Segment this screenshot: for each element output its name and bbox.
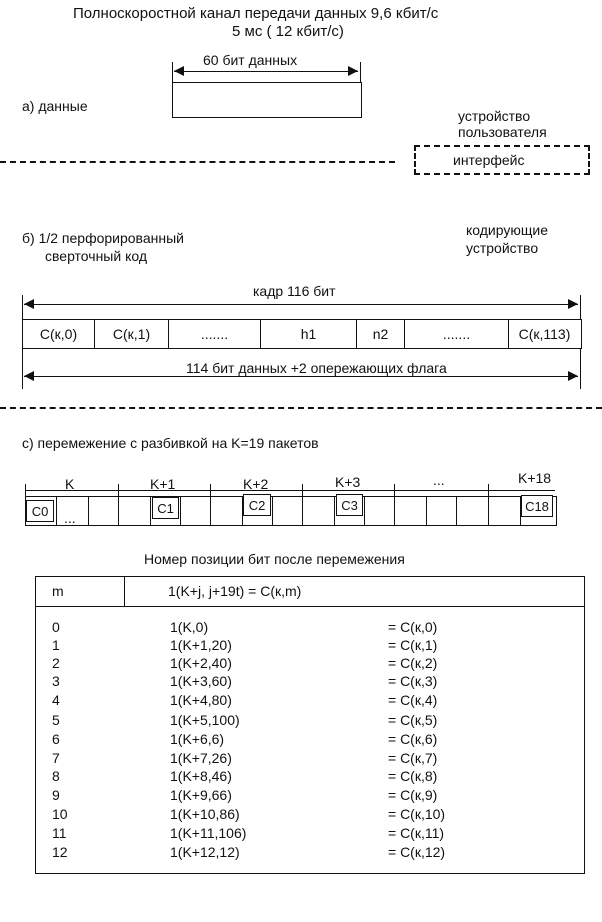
row-equality: = C(к,11) — [388, 825, 445, 841]
strip-div-9 — [302, 496, 303, 526]
row-m: 3 — [52, 673, 60, 689]
row-equality: = C(к,2) — [388, 655, 438, 671]
row-m: 8 — [52, 768, 60, 784]
section-b-label-1: б) 1/2 перфорированный — [22, 230, 184, 246]
coder-label-1: кодирующие — [466, 222, 549, 238]
row-position: 1(K+3,60) — [170, 673, 232, 689]
table-header-divider — [35, 606, 585, 607]
strip-div-10 — [334, 496, 335, 526]
frame-arrow-right — [568, 299, 578, 309]
row-m: 12 — [52, 844, 68, 860]
strip-div-11 — [364, 496, 365, 526]
frame-cell-c1: C(к,1) — [95, 320, 169, 348]
data-bits-label: 60 бит данных — [203, 52, 298, 68]
data-arrow-left — [24, 371, 34, 381]
group-label-k: K — [65, 476, 75, 492]
row-position: 1(K+4,80) — [170, 692, 232, 708]
frame-cell-dots-2: ....... — [405, 320, 509, 348]
section-a-label: а) данные — [22, 98, 88, 114]
row-m: 5 — [52, 712, 60, 728]
row-equality: = C(к,12) — [388, 844, 446, 860]
table-row — [0, 712, 600, 730]
row-m: 10 — [52, 806, 68, 822]
frame-cell-dots-1: ....... — [169, 320, 261, 348]
table-header-formula: 1(K+j, j+19t) = C(к,m) — [168, 583, 302, 599]
row-m: 0 — [52, 619, 60, 635]
table-row — [0, 637, 600, 655]
slot-dots: ... — [64, 510, 76, 526]
table-row — [0, 692, 600, 710]
row-equality: = C(к,10) — [388, 806, 446, 822]
group-label-k18: K+18 — [518, 470, 552, 486]
interleave-strip — [25, 496, 557, 526]
diagram-subtitle: 5 мс ( 12 кбит/с) — [232, 23, 344, 40]
slot-c0: C0 — [26, 500, 54, 522]
table-row — [0, 673, 600, 691]
frame-block — [22, 319, 582, 349]
table-header-m: m — [52, 583, 64, 599]
bits-tick-right — [360, 62, 361, 82]
row-position: 1(K+6,6) — [170, 731, 225, 747]
strip-div-2 — [88, 496, 89, 526]
frame-cell-c0: C(к,0) — [23, 320, 95, 348]
separator-line-1 — [0, 161, 395, 163]
frame-tick-right — [580, 295, 581, 319]
row-equality: = C(к,8) — [388, 768, 438, 784]
row-m: 1 — [52, 637, 60, 653]
row-position: 1(K+9,66) — [170, 787, 232, 803]
row-equality: = C(к,3) — [388, 673, 438, 689]
row-position: 1(K+5,100) — [170, 712, 240, 728]
section-b-label-2: сверточный код — [45, 248, 148, 264]
group-label-k2: K+2 — [243, 476, 269, 492]
table-row — [0, 787, 600, 805]
data-block — [172, 82, 362, 118]
slot-c18: C18 — [521, 495, 553, 517]
frame-cell-n2: n2 — [357, 320, 405, 348]
row-m: 2 — [52, 655, 60, 671]
bits-arrow-right — [348, 66, 358, 76]
data-tick-right — [580, 349, 581, 389]
separator-line-2 — [0, 407, 602, 409]
slot-c3: C3 — [336, 494, 363, 516]
slot-c2: C2 — [243, 494, 271, 516]
row-equality: = C(к,6) — [388, 731, 438, 747]
slot-c1: C1 — [152, 497, 179, 519]
row-equality: = C(к,4) — [388, 692, 438, 708]
table-row — [0, 806, 600, 824]
table-row — [0, 731, 600, 749]
strip-div-4 — [150, 496, 151, 526]
row-m: 6 — [52, 731, 60, 747]
row-position: 1(K+2,40) — [170, 655, 232, 671]
table-row — [0, 750, 600, 768]
frame-tick-left — [22, 295, 23, 319]
row-equality: = C(к,1) — [388, 637, 438, 653]
row-equality: = C(к,5) — [388, 712, 438, 728]
data-flags-label: 114 бит данных +2 опережающих флага — [186, 360, 447, 376]
user-device-label-1: устройство — [458, 108, 531, 124]
row-position: 1(K+12,12) — [170, 844, 240, 860]
frame-cell-h1: h1 — [261, 320, 357, 348]
row-m: 4 — [52, 692, 60, 708]
group-label-k3: K+3 — [335, 474, 361, 490]
group-bracket-line — [25, 490, 555, 491]
group-label-k1: K+1 — [150, 476, 176, 492]
strip-div-6 — [210, 496, 211, 526]
frame-label: кадр 116 бит — [253, 283, 336, 299]
bits-tick-left — [172, 62, 173, 82]
row-equality: = C(к,9) — [388, 787, 438, 803]
row-position: 1(K,0) — [170, 619, 209, 635]
row-position: 1(K+7,26) — [170, 750, 232, 766]
frame-arrow-line — [24, 304, 578, 305]
strip-div-3 — [118, 496, 119, 526]
table-row — [0, 825, 600, 843]
interface-label: интерфейс — [453, 152, 525, 168]
table-title: Номер позиции бит после перемежения — [144, 551, 405, 567]
table-column-divider — [124, 576, 125, 606]
row-position: 1(K+10,86) — [170, 806, 240, 822]
section-c-label: с) перемежение с разбивкой на K=19 пакетов — [22, 435, 319, 451]
row-m: 7 — [52, 750, 60, 766]
group-label-dots: ... — [433, 472, 445, 488]
data-arrow-line — [24, 376, 578, 377]
strip-div-1 — [56, 496, 57, 526]
bits-arrow-line — [174, 71, 358, 72]
strip-div-5 — [180, 496, 181, 526]
row-equality: = C(к,0) — [388, 619, 438, 635]
table-row — [0, 844, 600, 862]
table-row — [0, 655, 600, 673]
frame-cell-c113: C(к,113) — [518, 326, 571, 342]
row-position: 1(K+8,46) — [170, 768, 232, 784]
table-row — [0, 619, 600, 637]
diagram-title: Полноскоростной канал передачи данных 9,6 кбит/с — [73, 5, 439, 22]
data-arrow-right — [568, 371, 578, 381]
table-row — [0, 768, 600, 786]
strip-div-8 — [272, 496, 273, 526]
strip-div-15 — [488, 496, 489, 526]
strip-div-12 — [394, 496, 395, 526]
bits-arrow-left — [174, 66, 184, 76]
row-position: 1(K+1,20) — [170, 637, 232, 653]
row-position: 1(K+11,106) — [170, 825, 247, 841]
data-tick-left — [22, 349, 23, 389]
strip-div-13 — [426, 496, 427, 526]
coder-label-2: устройство — [466, 240, 539, 256]
row-equality: = C(к,7) — [388, 750, 438, 766]
row-m: 11 — [52, 825, 67, 841]
user-device-label-2: пользователя — [458, 124, 547, 140]
frame-arrow-left — [24, 299, 34, 309]
strip-div-14 — [456, 496, 457, 526]
row-m: 9 — [52, 787, 60, 803]
